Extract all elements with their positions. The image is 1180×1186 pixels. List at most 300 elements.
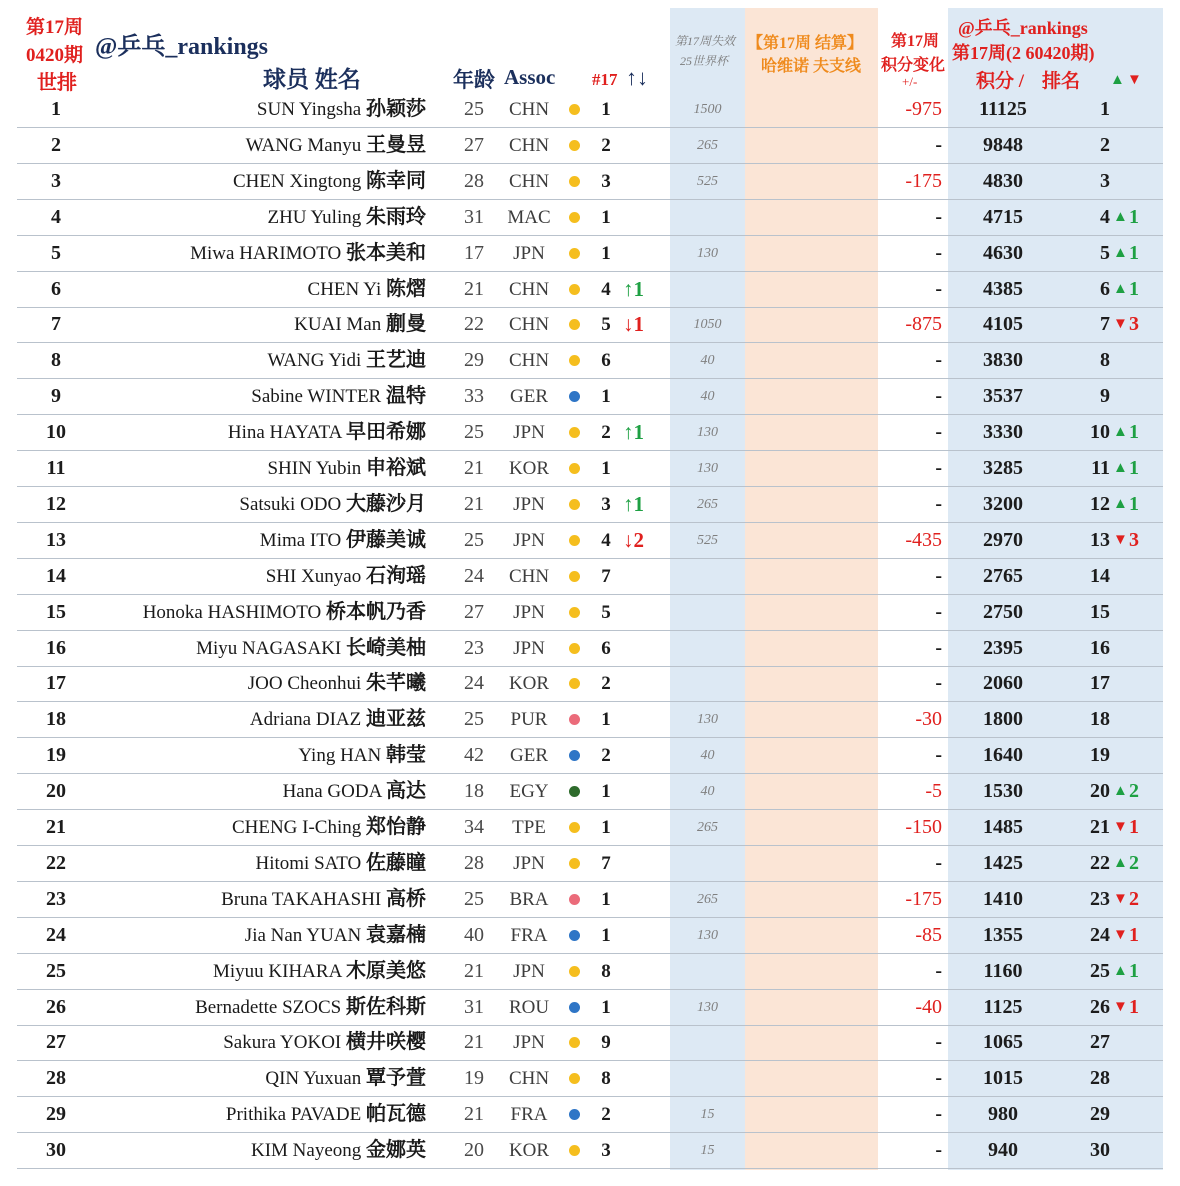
rank-delta: 3 [1129, 528, 1139, 551]
table-row [17, 882, 1163, 918]
player-age: 22 [464, 313, 484, 336]
new-rank: 3 [1100, 169, 1110, 192]
world-rank: 10 [46, 421, 66, 444]
week-label: 第17周 [26, 17, 84, 38]
points-change: -175 [905, 169, 942, 192]
world-rank: 6 [51, 277, 61, 300]
player-age: 25 [464, 887, 484, 910]
lost-points: 265 [697, 891, 718, 907]
name-header: 球员 姓名 [263, 67, 361, 92]
assoc-dot-icon [569, 535, 580, 546]
player-name-cn: 朱雨玲 [366, 205, 426, 228]
world-rank: 14 [46, 564, 66, 587]
player-assoc: JPN [513, 493, 545, 515]
lost-points: 525 [697, 532, 718, 548]
table-row [17, 1133, 1163, 1169]
total-points: 3285 [983, 457, 1023, 479]
table-row [17, 774, 1163, 810]
player-name [251, 1133, 426, 1168]
player-age: 28 [464, 851, 484, 874]
player-age: 42 [464, 744, 484, 767]
assoc-rank: 1 [601, 242, 611, 264]
assoc-rank: 3 [601, 170, 611, 192]
player-name-en: Miyuu KIHARA [212, 960, 342, 982]
table-row [17, 236, 1163, 272]
lost-points: 40 [700, 353, 715, 369]
new-rank: 18 [1090, 708, 1110, 731]
player-age: 25 [464, 98, 484, 120]
assoc-rank: 1 [601, 781, 611, 803]
new-rank: 4 [1100, 205, 1110, 228]
player-assoc: JPN [513, 852, 545, 874]
player-name-cn: 帕瓦德 [366, 1103, 426, 1126]
player-name [294, 307, 426, 342]
table-row [17, 343, 1163, 379]
world-rank: 17 [46, 672, 66, 695]
player-name-cn: 桥本帆乃香 [326, 600, 426, 623]
triangle-down-icon: ▼ [1113, 926, 1128, 943]
assoc-dot-icon [569, 643, 580, 654]
player-assoc: PUR [510, 709, 548, 731]
table-row [17, 272, 1163, 308]
total-points: 1065 [983, 1031, 1023, 1054]
points-change: - [935, 851, 942, 874]
assoc-dot-icon [569, 822, 580, 833]
rank-delta: 1 [1129, 241, 1139, 264]
player-assoc: CHN [508, 170, 550, 192]
player-name-en: CHEN Yi [307, 278, 382, 300]
player-assoc: GER [510, 745, 548, 767]
triangle-up-icon: ▲ [1110, 72, 1125, 88]
player-name-en: SHIN Yubin [267, 458, 362, 479]
triangle-down-icon: ▼ [1113, 531, 1128, 548]
points-change: - [935, 1031, 942, 1054]
new-rank: 10 [1090, 421, 1110, 444]
total-points: 940 [988, 1139, 1018, 1162]
assoc-rank: 1 [601, 458, 611, 479]
assoc-header: Assoc [504, 65, 556, 89]
rank-delta: 1 [1129, 421, 1139, 444]
rank-delta: 1 [1129, 816, 1139, 838]
table-row [17, 1097, 1163, 1133]
player-age: 31 [464, 205, 484, 228]
assoc-rank: 6 [601, 350, 611, 372]
world-rank: 18 [46, 708, 66, 731]
lost-points: 130 [697, 245, 718, 261]
player-name-en: WANG Manyu [245, 134, 362, 156]
assoc-dot-icon [569, 966, 580, 977]
player-assoc: TPE [512, 817, 546, 838]
player-name-en: WANG Yidi [267, 350, 362, 372]
player-name-cn: 王曼昱 [366, 133, 426, 156]
table-row [17, 918, 1163, 954]
new-rank: 19 [1090, 744, 1110, 767]
triangle-up-icon: ▲ [1113, 854, 1128, 871]
world-rank: 3 [51, 169, 61, 192]
player-name [255, 846, 426, 881]
player-name [226, 1097, 426, 1132]
world-rank: 9 [51, 385, 61, 408]
player-assoc: JPN [513, 960, 545, 982]
world-rank: 21 [46, 816, 66, 838]
player-age: 24 [464, 564, 484, 587]
player-name-en: Bernadette SZOCS [195, 996, 342, 1018]
table-row [17, 451, 1163, 487]
assoc-rank: 6 [601, 637, 611, 659]
assoc-dot-icon [569, 284, 580, 295]
new-rank: 7 [1100, 313, 1110, 336]
assoc-dot-icon [569, 176, 580, 187]
player-name-cn: 石洵瑶 [366, 564, 426, 587]
total-points: 3330 [983, 421, 1023, 444]
points-change: - [935, 1067, 942, 1090]
table-row [17, 379, 1163, 415]
world-rank: 30 [46, 1139, 66, 1162]
player-age: 25 [464, 528, 484, 551]
assoc-rank: 2 [601, 1104, 611, 1126]
watermark-2: @乒乓_rankings [958, 18, 1088, 38]
lost-points: 130 [697, 999, 718, 1015]
change-header-line1: 第17周 [891, 33, 940, 50]
player-name [266, 559, 426, 594]
new-rank: 25 [1090, 959, 1110, 982]
assoc-rank: 2 [601, 422, 611, 444]
age-header: 年龄 [453, 68, 495, 92]
new-rank: 22 [1090, 851, 1110, 874]
player-name [143, 595, 426, 630]
world-rank: 24 [46, 923, 66, 946]
world-rank: 2 [51, 133, 61, 156]
assoc-rank: 8 [601, 960, 611, 982]
player-name [239, 487, 426, 522]
assoc-dot-icon [569, 248, 580, 259]
player-name-cn: 大藤沙月 [346, 492, 426, 515]
up-down-arrows-icon: ↑↓ [626, 65, 648, 90]
total-points: 11125 [979, 98, 1027, 120]
player-name [298, 738, 426, 773]
new-rank: 1 [1100, 98, 1110, 120]
table-row [17, 990, 1163, 1026]
assoc-dot-icon [569, 1073, 580, 1084]
player-name [260, 523, 426, 558]
lost-points-header-line2: 25世界杯 [680, 54, 729, 68]
rank-delta: 1 [1129, 277, 1139, 300]
player-name-cn: 郑怡静 [366, 816, 426, 838]
player-assoc: KOR [508, 1140, 550, 1162]
assoc-rank: 1 [601, 817, 611, 838]
player-name-en: Honoka HASHIMOTO [142, 601, 322, 623]
player-age: 28 [464, 169, 484, 192]
table-row [17, 92, 1163, 128]
player-age: 34 [464, 816, 484, 838]
assoc-rank: 1 [601, 996, 611, 1018]
player-name-cn: 韩莹 [386, 744, 426, 767]
player-name-en: KUAI Man [294, 314, 382, 336]
player-name-cn: 温特 [386, 385, 426, 408]
triangle-up-icon: ▲ [1113, 962, 1128, 979]
assoc-dot-icon [569, 750, 580, 761]
assoc-rank: 4 [601, 529, 611, 551]
table-row [17, 487, 1163, 523]
table-row [17, 666, 1163, 702]
table-row [17, 523, 1163, 559]
total-points: 4830 [983, 169, 1023, 192]
total-points: 1410 [983, 887, 1023, 910]
player-age: 31 [464, 995, 484, 1018]
assoc-rank: 7 [601, 565, 611, 587]
lost-points: 1500 [693, 102, 722, 117]
player-age: 21 [464, 492, 484, 515]
total-points: 2970 [983, 528, 1023, 551]
player-assoc: CHN [508, 565, 550, 587]
assoc-rank: 3 [601, 1140, 611, 1162]
rank-delta: 1 [1129, 205, 1139, 228]
total-points: 3537 [983, 385, 1023, 408]
new-rank: 15 [1090, 600, 1110, 623]
player-assoc: MAC [507, 206, 551, 228]
new-rank: 13 [1090, 528, 1110, 551]
triangle-up-icon: ▲ [1113, 460, 1128, 476]
points-change: -5 [925, 780, 942, 803]
world-rank: 29 [46, 1103, 66, 1126]
world-rank: 4 [51, 205, 61, 228]
assoc-dot-icon [569, 104, 580, 115]
world-rank: 26 [46, 995, 66, 1018]
table-row [17, 595, 1163, 631]
table-row [17, 128, 1163, 164]
player-assoc: KOR [508, 673, 550, 695]
world-rank: 22 [46, 851, 66, 874]
player-name [246, 128, 426, 163]
table-row [17, 559, 1163, 595]
player-name-cn: 迪亚兹 [366, 708, 426, 731]
new-rank: 11 [1091, 457, 1110, 479]
points-header: 积分 / [976, 71, 1025, 92]
assoc-dot-icon [569, 894, 580, 905]
player-name [248, 666, 426, 701]
player-name [196, 631, 426, 666]
assoc-rank: 9 [601, 1032, 611, 1054]
new-rank: 27 [1090, 1031, 1110, 1054]
player-name-en: Miwa HARIMOTO [190, 242, 342, 264]
player-name [308, 272, 426, 307]
assoc-dot-icon [569, 930, 580, 941]
points-change: - [935, 744, 942, 767]
rank-header: 排名 [1042, 71, 1081, 92]
player-name-en: SUN Yingsha [256, 99, 362, 120]
player-name-en: ZHU Yuling [267, 206, 362, 228]
total-points: 1015 [983, 1067, 1023, 1090]
table-row [17, 846, 1163, 882]
points-change: - [935, 959, 942, 982]
table-row [17, 954, 1163, 990]
assoc-dot-icon [569, 319, 580, 330]
new-rank: 14 [1090, 564, 1110, 587]
triangle-up-icon: ▲ [1113, 244, 1128, 261]
points-change: - [935, 636, 942, 659]
points-change: -85 [915, 923, 942, 946]
player-age: 21 [464, 959, 484, 982]
assoc-rank: 2 [601, 745, 611, 767]
player-name-en: Jia Nan YUAN [244, 924, 362, 946]
points-change: - [935, 205, 942, 228]
player-name-en: Bruna TAKAHASHI [221, 888, 382, 910]
player-name-cn: 孙颖莎 [366, 98, 426, 120]
player-age: 29 [464, 349, 484, 372]
assoc-rank: 5 [601, 601, 611, 623]
points-change: - [935, 672, 942, 695]
lost-points: 40 [700, 748, 715, 764]
triangle-up-icon: ▲ [1113, 424, 1128, 441]
player-assoc: CHN [508, 314, 550, 336]
player-name-en: CHENG I-Ching [231, 817, 362, 838]
player-age: 17 [464, 241, 484, 264]
points-change: -40 [915, 995, 942, 1018]
assoc-rank: 1 [601, 888, 611, 910]
points-change: -975 [905, 98, 942, 120]
assoc-rank: 1 [601, 99, 611, 120]
new-rank: 6 [1100, 277, 1110, 300]
player-name-cn: 覃予萱 [366, 1067, 426, 1090]
player-assoc: GER [510, 386, 548, 408]
player-name [190, 236, 426, 271]
player-name-en: Sabine WINTER [251, 386, 382, 408]
points-change: - [935, 492, 942, 515]
rank-delta: 2 [1129, 780, 1139, 803]
assoc-rank: 2 [601, 134, 611, 156]
lost-points: 130 [697, 712, 718, 728]
player-name-cn: 佐藤瞳 [366, 851, 426, 874]
total-points: 4630 [983, 241, 1023, 264]
assoc-rank: 7 [601, 852, 611, 874]
total-points: 4715 [983, 205, 1023, 228]
player-name-cn: 陈幸同 [366, 169, 426, 192]
player-name-cn: 申裕斌 [366, 457, 426, 479]
assoc-rank: 4 [601, 278, 611, 300]
player-assoc: CHN [508, 134, 550, 156]
assoc-rank: 2 [601, 673, 611, 695]
player-name-cn: 袁嘉楠 [366, 923, 426, 946]
rank-delta: 1 [1129, 959, 1139, 982]
assoc-dot-icon [569, 858, 580, 869]
assoc-dot-icon [569, 140, 580, 151]
new-rank: 20 [1090, 780, 1110, 803]
world-rank: 16 [46, 636, 66, 659]
new-rank: 26 [1090, 995, 1110, 1018]
total-points: 1425 [983, 851, 1023, 874]
table-row [17, 1025, 1163, 1061]
new-rank: 23 [1090, 887, 1110, 910]
total-points: 4105 [983, 313, 1023, 336]
rank-move: ↑1 [623, 491, 644, 516]
player-name [257, 92, 426, 127]
lost-points: 265 [697, 496, 718, 512]
player-name-cn: 高达 [386, 780, 426, 803]
lost-points: 15 [700, 1143, 715, 1159]
world-rank: 20 [46, 780, 66, 803]
points-change: -875 [905, 313, 942, 336]
total-points: 1160 [983, 959, 1023, 982]
assoc-dot-icon [569, 678, 580, 689]
assoc-dot-icon [569, 571, 580, 582]
player-name-cn: 高桥 [386, 887, 426, 910]
num17-header: #17 [592, 70, 618, 89]
table-row [17, 702, 1163, 738]
player-name [223, 1025, 426, 1060]
player-name-cn: 横井咲樱 [346, 1031, 426, 1054]
player-age: 21 [464, 1103, 484, 1126]
player-name-en: Ying HAN [298, 745, 382, 767]
assoc-rank: 1 [601, 709, 611, 731]
player-age: 19 [464, 1067, 484, 1090]
world-rank: 1 [51, 98, 61, 120]
total-points: 1485 [983, 816, 1023, 838]
total-points: 1530 [983, 780, 1023, 803]
assoc-dot-icon [569, 212, 580, 223]
assoc-dot-icon [569, 786, 580, 797]
change-header-line3: +/- [902, 74, 918, 89]
player-name [283, 774, 426, 809]
new-rank: 9 [1100, 385, 1110, 408]
player-name-cn: 王艺迪 [366, 349, 426, 372]
world-rank: 15 [46, 600, 66, 623]
total-points: 1355 [983, 923, 1023, 946]
rank-delta: 3 [1129, 313, 1139, 336]
player-name [245, 918, 426, 953]
lost-points-header-line1: 第17周失效 [675, 34, 736, 48]
table-row [17, 307, 1163, 343]
player-age: 21 [464, 457, 484, 479]
player-name-en: Miyu NAGASAKI [196, 637, 342, 659]
assoc-rank: 1 [601, 386, 611, 408]
table-row [17, 200, 1163, 236]
player-name-cn: 木原美悠 [346, 959, 426, 982]
assoc-dot-icon [569, 1109, 580, 1120]
triangle-up-icon: ▲ [1113, 495, 1128, 512]
world-rank: 19 [46, 744, 66, 767]
rank-move: ↓1 [623, 312, 644, 337]
assoc-dot-icon [569, 1145, 580, 1156]
lost-points: 130 [697, 461, 718, 476]
lost-points: 525 [697, 173, 718, 189]
assoc-rank: 3 [601, 493, 611, 515]
points-change: - [935, 421, 942, 444]
player-name-en: Prithika PAVADE [225, 1104, 362, 1126]
new-rank: 29 [1090, 1103, 1110, 1126]
player-name [251, 379, 426, 414]
table-row [17, 164, 1163, 200]
player-name [195, 990, 426, 1025]
player-assoc: JPN [513, 637, 545, 659]
player-age: 21 [464, 277, 484, 300]
player-name-cn: 伊藤美诚 [346, 528, 426, 551]
player-name-en: JOO Cheonhui [247, 673, 362, 695]
triangle-down-icon: ▼ [1113, 998, 1128, 1015]
player-assoc: JPN [513, 529, 545, 551]
player-assoc: JPN [513, 1032, 545, 1054]
player-age: 40 [464, 923, 484, 946]
rank-move: ↑1 [623, 420, 644, 445]
rankings-table [17, 8, 1163, 1170]
lost-points: 40 [700, 389, 715, 405]
rank-delta: 1 [1129, 923, 1139, 946]
world-rank: 27 [46, 1031, 66, 1054]
points-change: - [935, 457, 942, 479]
player-name [267, 343, 426, 378]
world-rank: 13 [46, 528, 66, 551]
assoc-dot-icon [569, 355, 580, 366]
table-row [17, 738, 1163, 774]
